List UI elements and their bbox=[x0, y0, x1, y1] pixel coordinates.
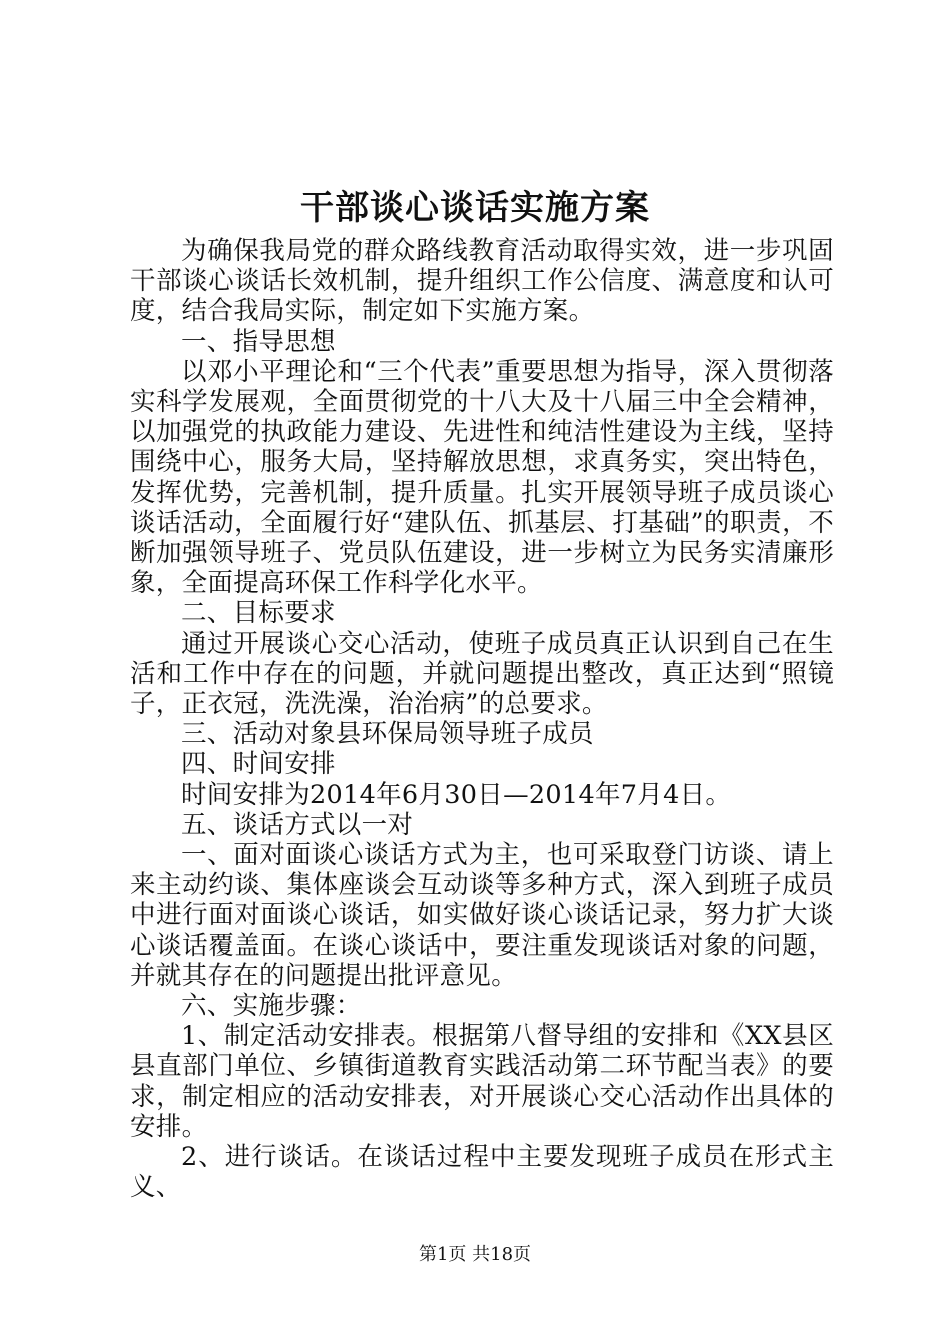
section-heading-target: 三、活动对象县环保局领导班子成员 bbox=[181, 719, 594, 750]
paragraph-intro: 为确保我局党的群众路线教育活动取得实效，进一步巩固干部谈心谈话长效机制，提升组织工作公信度、满意度和认可度，结合我局实际，制定如下实施方案。 bbox=[130, 236, 834, 327]
section-heading-method: 五、谈话方式以一对 bbox=[181, 809, 414, 840]
paragraph-schedule: 时间安排为2014年6月30日—2014年7月4日。 bbox=[181, 779, 732, 810]
section-heading-goals: 二、目标要求 bbox=[181, 598, 336, 629]
document-title: 干部谈心谈话实施方案 bbox=[300, 188, 650, 228]
paragraph-method: 一、面对面谈心谈话方式为主，也可采取登门访谈、请上来主动约谈、集体座谈会互动谈等多种方式，深入到班子成员中进行面对面谈心谈话，如实做好谈心谈话记录，努力扩大谈心谈话覆盖面。在谈心谈话中，要注重发现谈话对象的问题，并就其存在的问题提出批评意见。 bbox=[130, 840, 834, 991]
document-body bbox=[130, 236, 834, 1203]
paragraph-step-2: 2、进行谈话。在谈话过程中主要发现班子成员在形式主义、 bbox=[130, 1142, 834, 1203]
section-heading-guiding-ideology: 一、指导思想 bbox=[181, 326, 336, 357]
section-heading-steps: 六、实施步骤： bbox=[181, 991, 362, 1022]
paragraph-goals: 通过开展谈心交心活动，使班子成员真正认识到自己在生活和工作中存在的问题，并就问题提出整改，真正达到“照镜子，正衣冠，洗洗澡，治治病”的总要求。 bbox=[130, 628, 834, 720]
paragraph-guiding-ideology: 以邓小平理论和“三个代表”重要思想为指导，深入贯彻落实科学发展观，全面贯彻党的十八大及十八届三中全会精神，以加强党的执政能力建设、先进性和纯洁性建设为主线，坚持围绕中心，服务大局，坚持解放思想，求真务实，突出特色，发挥优势，完善机制，提升质量。扎实开展领导班子成员谈心谈话活动，全面履行好“建队伍、抓基层、打基础”的职责，不断加强领导班子、党员队伍建设，进一步树立为民务实清廉形象，全面提高环保工作科学化水平。 bbox=[130, 356, 834, 599]
paragraph-step-1: 1、制定活动安排表。根据第八督导组的安排和《XX县区县直部门单位、乡镇街道教育实践活动第二环节配当表》的要求，制定相应的活动安排表，对开展谈心交心活动作出具体的安排。 bbox=[130, 1021, 834, 1142]
page-footer: 第1页 共18页 bbox=[418, 1244, 532, 1265]
section-heading-schedule: 四、时间安排 bbox=[181, 749, 336, 780]
